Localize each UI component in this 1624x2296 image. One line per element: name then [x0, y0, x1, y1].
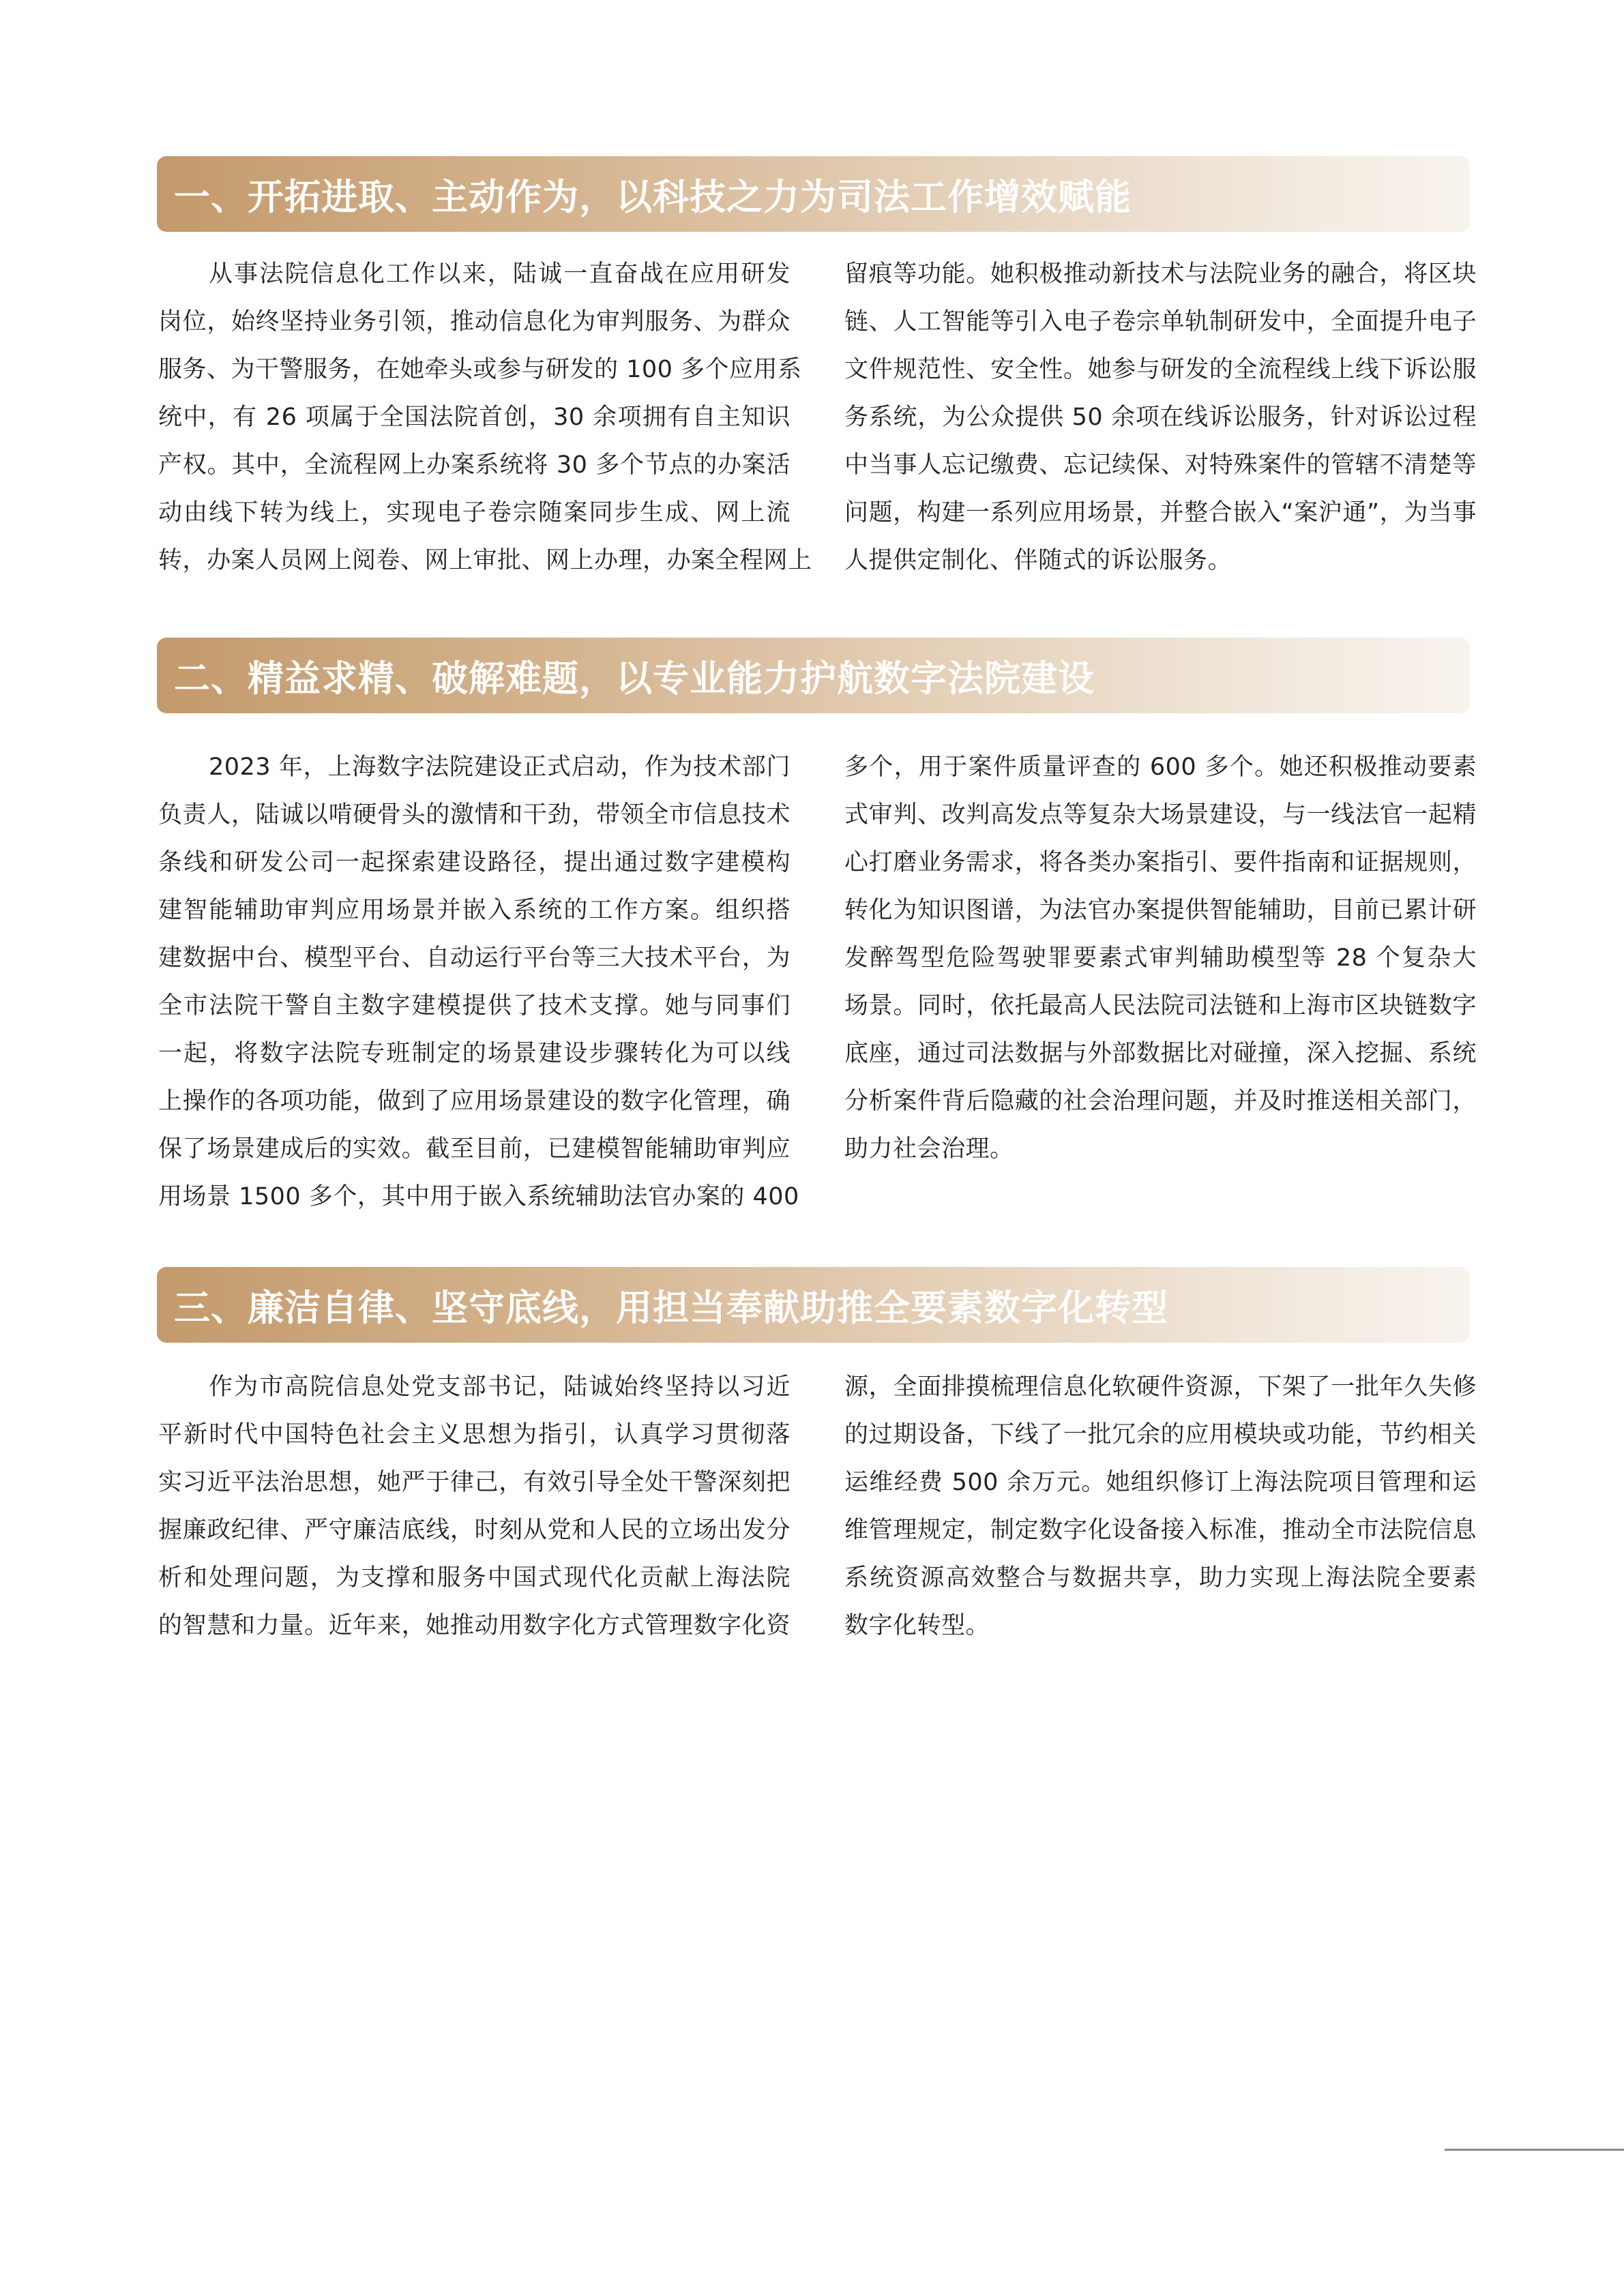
paragraph-line: 场景。同时，依托最高人民法院司法链和上海市区块链数字 [844, 992, 1477, 1019]
paragraph-line: 底座，通过司法数据与外部数据比对碰撞，深入挖掘、系统 [844, 1040, 1477, 1067]
paragraph-line: 系统资源高效整合与数据共享，助力实现上海法院全要素 [844, 1564, 1477, 1592]
paragraph-line: 条线和研发公司一起探索建设路径，提出通过数字建模构 [158, 849, 791, 876]
paragraph-line: 析和处理问题，为支撑和服务中国式现代化贡献上海法院 [158, 1564, 791, 1592]
paragraph-line: 助力社会治理。 [844, 1135, 1014, 1163]
paragraph-line: 一起，将数字法院专班制定的场景建设步骤转化为可以线 [158, 1040, 791, 1067]
paragraph-line: 文件规范性、安全性。她参与研发的全流程线上线下诉讼服 [844, 356, 1477, 383]
paragraph-line: 数字化转型。 [844, 1612, 990, 1639]
paragraph-line: 握廉政纪律、严守廉洁底线，时刻从党和人民的立场出发分 [158, 1517, 791, 1544]
section-3-header [157, 1267, 1470, 1343]
paragraph-line: 运维经费 500 余万元。她组织修订上海法院项目管理和运 [844, 1469, 1477, 1496]
paragraph-line: 岗位，始终坚持业务引领，推动信息化为审判服务、为群众 [158, 308, 791, 336]
section-1-right-column [844, 250, 1477, 584]
section-2-right-column [844, 743, 1477, 1173]
paragraph-line: 分析案件背后隐藏的社会治理问题，并及时推送相关部门， [844, 1088, 1477, 1115]
paragraph-line: 问题，构建一系列应用场景，并整合嵌入“案沪通”，为当事 [844, 499, 1477, 526]
paragraph-line: 人提供定制化、伴随式的诉讼服务。 [844, 547, 1232, 574]
section-3-right-column [844, 1363, 1477, 1650]
paragraph-line: 发醉驾型危险驾驶罪要素式审判辅助模型等 28 个复杂大 [844, 944, 1477, 972]
section-3-left-column [158, 1363, 791, 1650]
paragraph-line: 作为市高院信息处党支部书记，陆诚始终坚持以习近 [209, 1373, 791, 1401]
paragraph-line: 转，办案人员网上阅卷、网上审批、网上办理，办案全程网上 [158, 547, 812, 574]
paragraph-line: 保了场景建成后的实效。截至目前，已建模智能辅助审判应 [158, 1135, 791, 1163]
section-3-title: 三、廉洁自律、坚守底线，用担当奉献助推全要素数字化转型 [174, 1287, 1168, 1329]
paragraph-line: 务系统，为公众提供 50 余项在线诉讼服务，针对诉讼过程 [844, 404, 1477, 431]
paragraph-line: 源，全面排摸梳理信息化软硬件资源，下架了一批年久失修 [844, 1373, 1477, 1401]
paragraph-line: 转化为知识图谱，为法官办案提供智能辅助，目前已累计研 [844, 897, 1477, 924]
paragraph-line: 建智能辅助审判应用场景并嵌入系统的工作方案。组织搭 [158, 897, 791, 924]
section-2-header [157, 638, 1470, 713]
paragraph-line: 2023 年，上海数字法院建设正式启动，作为技术部门 [209, 754, 791, 781]
paragraph-line: 式审判、改判高发点等复杂大场景建设，与一线法官一起精 [844, 801, 1477, 829]
section-2-title: 二、精益求精、破解难题，以专业能力护航数字法院建设 [174, 657, 1095, 700]
section-1-left-column [158, 250, 812, 584]
paragraph-line: 中当事人忘记缴费、忘记续保、对特殊案件的管辖不清楚等 [844, 451, 1477, 479]
paragraph-line: 链、人工智能等引入电子卷宗单轨制研发中，全面提升电子 [844, 308, 1477, 336]
paragraph-line: 的智慧和力量。近年来，她推动用数字化方式管理数字化资 [158, 1612, 791, 1639]
paragraph-line: 建数据中台、模型平台、自动运行平台等三大技术平台，为 [158, 944, 791, 972]
paragraph-line: 心打磨业务需求，将各类办案指引、要件指南和证据规则， [844, 849, 1477, 876]
paragraph-line: 维管理规定，制定数字化设备接入标准，推动全市法院信息 [844, 1517, 1477, 1544]
section-1-title: 一、开拓进取、主动作为，以科技之力为司法工作增效赋能 [174, 176, 1132, 218]
paragraph-line: 上操作的各项功能，做到了应用场景建设的数字化管理，确 [158, 1088, 791, 1115]
section-1-header [157, 156, 1470, 232]
paragraph-line: 的过期设备，下线了一批冗余的应用模块或功能，节约相关 [844, 1421, 1477, 1448]
paragraph-line: 负责人，陆诚以啃硬骨头的激情和干劲，带领全市信息技术 [158, 801, 791, 829]
paragraph-line: 留痕等功能。她积极推动新技术与法院业务的融合，将区块 [844, 260, 1477, 288]
paragraph-line: 多个，用于案件质量评查的 600 多个。她还积极推动要素 [844, 754, 1477, 781]
paragraph-line: 动由线下转为线上，实现电子卷宗随案同步生成、网上流 [158, 499, 791, 526]
paragraph-line: 实习近平法治思想，她严于律己，有效引导全处干警深刻把 [158, 1469, 791, 1496]
paragraph-line: 用场景 1500 多个，其中用于嵌入系统辅助法官办案的 400 [158, 1183, 799, 1210]
paragraph-line: 全市法院干警自主数字建模提供了技术支撑。她与同事们 [158, 992, 791, 1019]
footer-divider [1445, 2149, 1624, 2151]
paragraph-line: 从事法院信息化工作以来，陆诚一直奋战在应用研发 [209, 260, 791, 288]
paragraph-line: 服务、为干警服务，在她牵头或参与研发的 100 多个应用系 [158, 356, 802, 383]
paragraph-line: 平新时代中国特色社会主义思想为指引，认真学习贯彻落 [158, 1421, 791, 1448]
section-2-left-column [158, 743, 799, 1221]
paragraph-line: 统中，有 26 项属于全国法院首创，30 余项拥有自主知识 [158, 404, 791, 431]
paragraph-line: 产权。其中，全流程网上办案系统将 30 多个节点的办案活 [158, 451, 791, 479]
